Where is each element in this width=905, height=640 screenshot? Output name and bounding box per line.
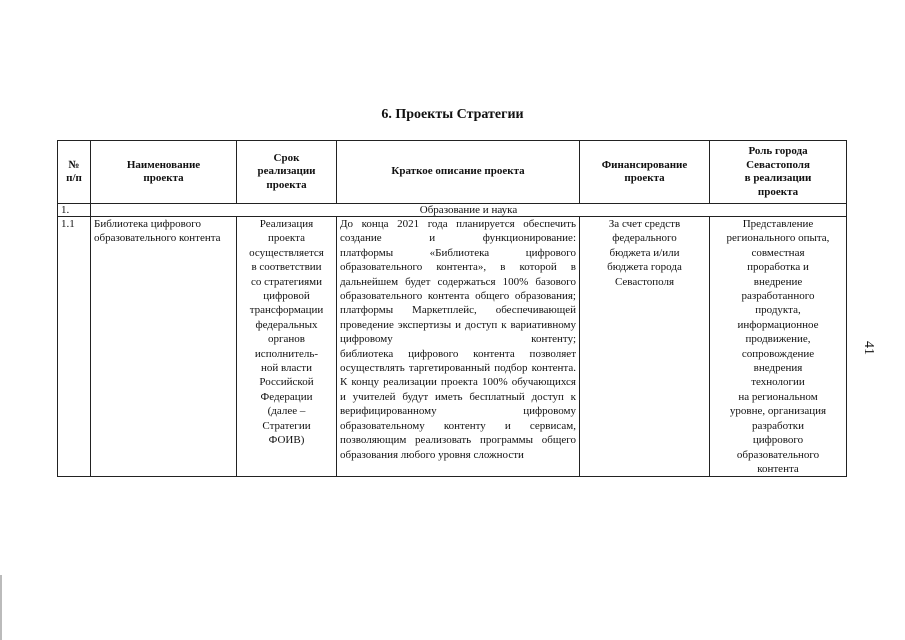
row-num: 1.1 xyxy=(58,217,91,477)
projects-table xyxy=(57,140,847,477)
header-role: Роль города Севастополя в реализации проекта xyxy=(710,141,847,204)
scan-edge xyxy=(0,575,2,640)
header-num: № п/п xyxy=(58,141,91,204)
header-name: Наименование проекта xyxy=(91,141,237,204)
description-paragraph: платформы «Библиотека цифрового образовательного контента», в которой в дальнейшем будет содержаться 100% базового образовательного контента общего образования; xyxy=(340,246,576,303)
row-description xyxy=(337,217,580,477)
description-paragraph: К концу реализации проекта 100% обучающихся и учителей будут иметь бесплатный доступ к верифицированному цифровому образовательному контенту и сервисам, позволяющим реализовать программы общего образования любого уровня сложности xyxy=(340,376,576,461)
row-financing: За счет средств федерального бюджета и/или бюджета города Севастополя xyxy=(580,217,710,477)
table-row xyxy=(58,217,847,477)
header-description: Краткое описание проекта xyxy=(337,141,580,204)
description-paragraph: платформы Маркетплейс, обеспечивающей проведение экспертизы и доступ к вариативному цифровому контенту; xyxy=(340,304,576,346)
row-project-name: Библиотека цифрового образовательного контента xyxy=(91,217,237,477)
row-city-role: Представление регионального опыта, совместная проработка и внедрение разработанного продукта, информационное продвижение, сопровождение внедрения технологии на региональном уровне, организация разработки цифрового образовательного контента xyxy=(710,217,847,477)
page-number: 41 xyxy=(861,341,876,355)
description-paragraph: библиотека цифрового контента позволяет осуществлять таргетированный подбор контента. xyxy=(340,347,576,375)
table-header-row xyxy=(58,141,847,204)
section-title: Образование и наука xyxy=(91,204,847,217)
row-term: Реализация проекта осуществляется в соответствии со стратегиями цифровой трансформации федеральных органов исполнитель- ной власти Российской Федерации (далее – Стратегии ФОИВ) xyxy=(237,217,337,477)
description-paragraph: До конца 2021 года планируется обеспечить создание и функционирование: xyxy=(340,218,576,245)
section-row xyxy=(58,204,847,217)
header-financing: Финансирование проекта xyxy=(580,141,710,204)
header-term: Срок реализации проекта xyxy=(237,141,337,204)
page-title: 6. Проекты Стратегии xyxy=(381,107,524,122)
section-num: 1. xyxy=(58,204,91,217)
